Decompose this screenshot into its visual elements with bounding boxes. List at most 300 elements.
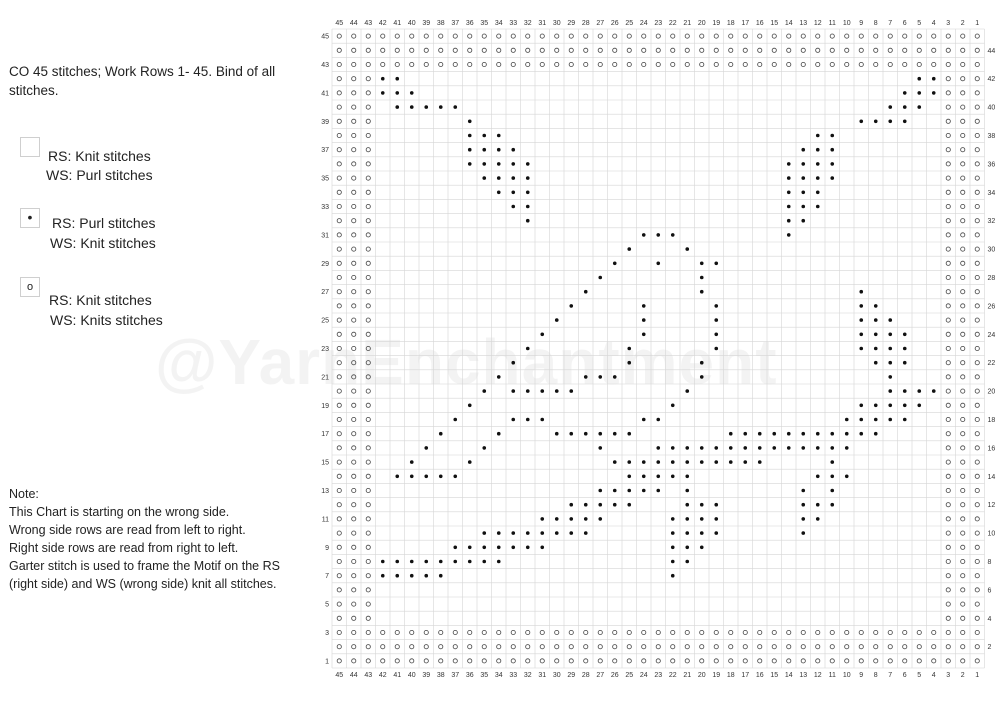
- garter-stitch: [352, 375, 356, 379]
- garter-stitch: [352, 559, 356, 563]
- purl-stitch: [729, 432, 733, 436]
- garter-stitch: [497, 659, 501, 663]
- garter-stitch: [859, 62, 863, 66]
- garter-stitch: [830, 48, 834, 52]
- garter-stitch: [352, 588, 356, 592]
- garter-stitch: [801, 48, 805, 52]
- column-label-bottom: 41: [393, 672, 402, 679]
- garter-stitch: [366, 645, 370, 649]
- garter-stitch: [946, 517, 950, 521]
- garter-stitch: [337, 630, 341, 634]
- garter-stitch: [946, 233, 950, 237]
- garter-stitch: [758, 659, 762, 663]
- garter-stitch: [961, 389, 965, 393]
- garter-stitch: [439, 48, 443, 52]
- purl-stitch: [917, 389, 921, 393]
- garter-stitch: [946, 304, 950, 308]
- garter-stitch: [337, 403, 341, 407]
- garter-stitch: [352, 432, 356, 436]
- garter-stitch: [932, 659, 936, 663]
- garter-stitch: [961, 261, 965, 265]
- garter-stitch: [874, 630, 878, 634]
- garter-stitch: [946, 34, 950, 38]
- purl-stitch: [656, 233, 660, 237]
- purl-stitch: [903, 418, 907, 422]
- garter-stitch: [975, 375, 979, 379]
- garter-stitch: [352, 488, 356, 492]
- purl-stitch: [555, 517, 559, 521]
- column-label-bottom: 26: [610, 672, 619, 679]
- purl-stitch: [685, 489, 689, 493]
- garter-stitch: [961, 474, 965, 478]
- purl-stitch: [859, 120, 863, 124]
- purl-stitch: [482, 162, 486, 166]
- purl-stitch: [685, 560, 689, 564]
- garter-stitch: [569, 630, 573, 634]
- garter-stitch: [352, 304, 356, 308]
- purl-stitch: [874, 418, 878, 422]
- garter-stitch: [961, 375, 965, 379]
- garter-stitch: [366, 318, 370, 322]
- purl-stitch: [497, 176, 501, 180]
- garter-stitch: [352, 574, 356, 578]
- garter-stitch: [352, 545, 356, 549]
- column-label-bottom: 40: [407, 672, 416, 679]
- column-label-top: 19: [712, 20, 721, 27]
- garter-stitch: [787, 34, 791, 38]
- garter-stitch: [337, 247, 341, 251]
- column-label-top: 39: [422, 20, 431, 27]
- garter-stitch: [743, 34, 747, 38]
- purl-stitch: [439, 475, 443, 479]
- garter-stitch: [859, 34, 863, 38]
- garter-stitch: [758, 645, 762, 649]
- purl-stitch: [468, 162, 472, 166]
- garter-stitch: [961, 176, 965, 180]
- garter-stitch: [337, 119, 341, 123]
- garter-stitch: [946, 77, 950, 81]
- purl-stitch: [598, 432, 602, 436]
- row-label-right: 42: [987, 76, 996, 84]
- garter-stitch: [352, 616, 356, 620]
- purl-stitch: [468, 120, 472, 124]
- garter-stitch: [337, 474, 341, 478]
- purl-stitch: [395, 475, 399, 479]
- purl-stitch: [714, 347, 718, 351]
- garter-stitch: [888, 62, 892, 66]
- purl-stitch: [888, 404, 892, 408]
- row-label-right: 8: [987, 559, 992, 566]
- purl-stitch: [526, 219, 530, 223]
- garter-stitch: [366, 630, 370, 634]
- row-label-right: 34: [987, 189, 996, 197]
- garter-stitch: [656, 62, 660, 66]
- garter-stitch: [946, 318, 950, 322]
- purl-stitch: [627, 432, 631, 436]
- garter-stitch: [468, 48, 472, 52]
- garter-stitch: [337, 616, 341, 620]
- purl-stitch: [642, 418, 646, 422]
- column-label-bottom: 17: [741, 672, 750, 679]
- garter-stitch: [946, 488, 950, 492]
- garter-stitch: [975, 645, 979, 649]
- garter-stitch: [758, 630, 762, 634]
- purl-stitch: [917, 404, 921, 408]
- garter-stitch: [975, 148, 979, 152]
- garter-stitch: [961, 432, 965, 436]
- row-label-left: 9: [325, 544, 329, 552]
- purl-stitch: [613, 503, 617, 507]
- garter-stitch: [352, 460, 356, 464]
- row-label-left: 37: [321, 147, 329, 155]
- purl-stitch: [801, 517, 805, 521]
- garter-stitch: [555, 62, 559, 66]
- garter-stitch: [627, 34, 631, 38]
- purl-stitch: [758, 460, 762, 464]
- garter-stitch: [758, 62, 762, 66]
- garter-stitch: [729, 645, 733, 649]
- row-label-right: 32: [987, 218, 996, 226]
- purl-stitch: [540, 531, 544, 535]
- purl-stitch: [424, 574, 428, 578]
- purl-stitch: [584, 517, 588, 521]
- garter-stitch: [685, 659, 689, 663]
- garter-stitch: [497, 34, 501, 38]
- garter-stitch: [772, 62, 776, 66]
- purl-stitch: [439, 105, 443, 109]
- purl-stitch: [468, 460, 472, 464]
- column-label-bottom: 38: [436, 672, 445, 679]
- garter-stitch: [366, 275, 370, 279]
- garter-stitch: [888, 34, 892, 38]
- column-label-bottom: 14: [784, 672, 793, 679]
- garter-stitch: [917, 48, 921, 52]
- garter-stitch: [816, 34, 820, 38]
- purl-stitch: [874, 404, 878, 408]
- purl-stitch: [772, 432, 776, 436]
- garter-stitch: [946, 290, 950, 294]
- column-label-bottom: 24: [639, 672, 648, 679]
- garter-stitch: [975, 91, 979, 95]
- garter-stitch: [613, 659, 617, 663]
- garter-stitch: [352, 190, 356, 194]
- garter-stitch: [946, 176, 950, 180]
- purl-stitch: [613, 375, 617, 379]
- purl-stitch: [830, 489, 834, 493]
- garter-stitch: [975, 261, 979, 265]
- garter-stitch: [961, 304, 965, 308]
- garter-stitch: [961, 616, 965, 620]
- garter-stitch: [410, 659, 414, 663]
- purl-stitch: [917, 105, 921, 109]
- garter-stitch: [555, 659, 559, 663]
- purl-stitch: [497, 375, 501, 379]
- garter-stitch: [613, 62, 617, 66]
- column-label-top: 11: [828, 20, 836, 27]
- garter-stitch: [439, 659, 443, 663]
- purl-stitch: [874, 318, 878, 322]
- purl-stitch: [874, 347, 878, 351]
- column-label-bottom: 9: [859, 672, 864, 679]
- column-label-top: 34: [494, 20, 503, 27]
- garter-stitch: [946, 62, 950, 66]
- garter-stitch: [801, 645, 805, 649]
- purl-stitch: [482, 148, 486, 152]
- column-label-bottom: 16: [755, 672, 764, 679]
- garter-stitch: [584, 645, 588, 649]
- garter-stitch: [627, 62, 631, 66]
- garter-stitch: [366, 219, 370, 223]
- garter-stitch: [627, 48, 631, 52]
- garter-stitch: [598, 34, 602, 38]
- purl-stitch: [482, 546, 486, 550]
- garter-stitch: [395, 645, 399, 649]
- garter-stitch: [975, 332, 979, 336]
- garter-stitch: [845, 34, 849, 38]
- column-label-top: 2: [960, 20, 965, 27]
- garter-stitch: [569, 48, 573, 52]
- purl-stitch: [874, 361, 878, 365]
- purl-stitch: [671, 460, 675, 464]
- garter-stitch: [714, 48, 718, 52]
- column-label-top: 44: [349, 20, 358, 27]
- garter-stitch: [366, 375, 370, 379]
- purl-stitch: [888, 418, 892, 422]
- garter-stitch: [932, 34, 936, 38]
- purl-stitch: [903, 347, 907, 351]
- garter-stitch: [975, 133, 979, 137]
- garter-stitch: [497, 630, 501, 634]
- column-label-top: 17: [741, 20, 750, 27]
- garter-stitch: [337, 517, 341, 521]
- purl-stitch: [816, 176, 820, 180]
- garter-stitch: [932, 645, 936, 649]
- garter-stitch: [453, 659, 457, 663]
- garter-stitch: [352, 219, 356, 223]
- garter-stitch: [337, 446, 341, 450]
- garter-stitch: [337, 346, 341, 350]
- column-label-top: 41: [393, 20, 402, 27]
- garter-stitch: [903, 48, 907, 52]
- purl-stitch: [816, 446, 820, 450]
- garter-stitch: [352, 361, 356, 365]
- column-label-top: 16: [755, 20, 764, 27]
- garter-stitch: [569, 645, 573, 649]
- purl-stitch: [497, 432, 501, 436]
- column-label-top: 20: [697, 20, 706, 27]
- purl-stitch: [932, 389, 936, 393]
- garter-stitch: [975, 446, 979, 450]
- garter-stitch: [946, 588, 950, 592]
- garter-stitch: [366, 332, 370, 336]
- garter-stitch: [961, 630, 965, 634]
- garter-stitch: [366, 176, 370, 180]
- purl-stitch: [555, 432, 559, 436]
- garter-stitch: [352, 389, 356, 393]
- purl-stitch: [714, 531, 718, 535]
- garter-stitch: [975, 531, 979, 535]
- garter-stitch: [888, 48, 892, 52]
- garter-stitch: [395, 659, 399, 663]
- purl-stitch: [859, 418, 863, 422]
- purl-stitch: [714, 446, 718, 450]
- garter-stitch: [961, 417, 965, 421]
- garter-stitch: [511, 659, 515, 663]
- garter-stitch: [859, 48, 863, 52]
- purl-stitch: [453, 475, 457, 479]
- garter-stitch: [642, 659, 646, 663]
- column-label-top: 9: [859, 20, 864, 27]
- garter-stitch: [961, 233, 965, 237]
- row-label-left: 45: [321, 33, 329, 41]
- purl-stitch: [424, 446, 428, 450]
- garter-stitch: [352, 62, 356, 66]
- purl-stitch: [685, 389, 689, 393]
- purl-stitch: [584, 290, 588, 294]
- garter-stitch: [743, 630, 747, 634]
- garter-stitch: [453, 48, 457, 52]
- purl-stitch: [700, 262, 704, 266]
- intro-text: CO 45 stitches; Work Rows 1- 45. Bind of all stitches.: [9, 64, 276, 98]
- column-label-bottom: 30: [552, 672, 561, 679]
- garter-stitch: [366, 304, 370, 308]
- purl-stitch: [511, 361, 515, 365]
- purl-stitch: [497, 531, 501, 535]
- garter-stitch: [352, 446, 356, 450]
- purl-stitch: [569, 517, 573, 521]
- garter-stitch: [598, 630, 602, 634]
- garter-stitch: [453, 62, 457, 66]
- garter-stitch: [337, 531, 341, 535]
- garter-stitch: [845, 659, 849, 663]
- garter-stitch: [366, 148, 370, 152]
- garter-stitch: [366, 204, 370, 208]
- row-label-right: 36: [987, 161, 996, 169]
- garter-stitch: [946, 346, 950, 350]
- purl-stitch: [772, 446, 776, 450]
- garter-stitch: [337, 133, 341, 137]
- purl-stitch: [888, 105, 892, 109]
- garter-stitch: [366, 290, 370, 294]
- garter-stitch: [961, 361, 965, 365]
- garter-stitch: [975, 176, 979, 180]
- garter-stitch: [961, 460, 965, 464]
- garter-stitch: [337, 417, 341, 421]
- purl-stitch: [671, 404, 675, 408]
- purl-stitch: [526, 546, 530, 550]
- garter-stitch: [975, 190, 979, 194]
- garter-stitch: [787, 659, 791, 663]
- purl-stitch: [845, 418, 849, 422]
- garter-stitch: [975, 545, 979, 549]
- garter-stitch: [685, 62, 689, 66]
- purl-stitch: [439, 432, 443, 436]
- column-label-top: 35: [480, 20, 489, 27]
- garter-stitch: [366, 432, 370, 436]
- purl-stitch: [700, 503, 704, 507]
- garter-stitch: [366, 460, 370, 464]
- purl-stitch: [932, 91, 936, 95]
- purl-stitch: [859, 333, 863, 337]
- purl-stitch: [410, 475, 414, 479]
- garter-stitch: [656, 630, 660, 634]
- garter-stitch: [337, 460, 341, 464]
- purl-stitch: [816, 517, 820, 521]
- garter-stitch: [424, 34, 428, 38]
- purl-stitch: [627, 475, 631, 479]
- column-label-top: 28: [581, 20, 590, 27]
- garter-stitch: [540, 48, 544, 52]
- purl-stitch: [424, 105, 428, 109]
- garter-stitch: [424, 62, 428, 66]
- column-label-bottom: 39: [422, 672, 431, 679]
- row-label-left: 31: [321, 232, 329, 240]
- column-label-top: 14: [784, 20, 793, 27]
- garter-stitch: [946, 432, 950, 436]
- purl-stitch: [700, 446, 704, 450]
- row-label-left: 25: [321, 317, 329, 325]
- garter-stitch: [598, 645, 602, 649]
- legend-line-2: WS: Knits stitches: [50, 312, 163, 328]
- garter-stitch: [584, 48, 588, 52]
- purl-stitch: [482, 176, 486, 180]
- purl-stitch: [845, 432, 849, 436]
- column-label-bottom: 43: [364, 672, 373, 679]
- purl-stitch: [540, 389, 544, 393]
- row-label-left: 19: [321, 402, 329, 410]
- purl-stitch: [816, 503, 820, 507]
- garter-stitch: [830, 645, 834, 649]
- garter-stitch: [381, 645, 385, 649]
- garter-stitch: [337, 233, 341, 237]
- garter-stitch: [961, 148, 965, 152]
- purl-stitch: [468, 148, 472, 152]
- garter-stitch: [453, 630, 457, 634]
- garter-stitch: [743, 659, 747, 663]
- garter-stitch: [975, 204, 979, 208]
- purl-stitch: [511, 389, 515, 393]
- garter-stitch: [961, 77, 965, 81]
- row-label-left: 1: [325, 658, 329, 666]
- garter-stitch: [961, 503, 965, 507]
- garter-stitch: [352, 48, 356, 52]
- garter-stitch: [366, 417, 370, 421]
- purl-stitch: [859, 404, 863, 408]
- garter-stitch: [946, 474, 950, 478]
- garter-stitch: [395, 34, 399, 38]
- garter-stitch: [337, 375, 341, 379]
- purl-stitch: [685, 446, 689, 450]
- purl-stitch: [584, 432, 588, 436]
- column-label-bottom: 33: [509, 672, 518, 679]
- column-label-bottom: 42: [378, 672, 387, 679]
- garter-stitch: [816, 62, 820, 66]
- garter-stitch: [975, 616, 979, 620]
- purl-stitch: [816, 205, 820, 209]
- garter-stitch: [975, 34, 979, 38]
- garter-stitch: [366, 389, 370, 393]
- row-label-right: 28: [987, 275, 996, 282]
- garter-stitch: [352, 162, 356, 166]
- purl-stitch: [671, 446, 675, 450]
- garter-stitch: [975, 361, 979, 365]
- row-label-right: 10: [987, 530, 996, 538]
- purl-stitch: [859, 290, 863, 294]
- garter-stitch: [946, 659, 950, 663]
- purl-stitch: [526, 162, 530, 166]
- garter-stitch: [352, 275, 356, 279]
- garter-stitch: [961, 34, 965, 38]
